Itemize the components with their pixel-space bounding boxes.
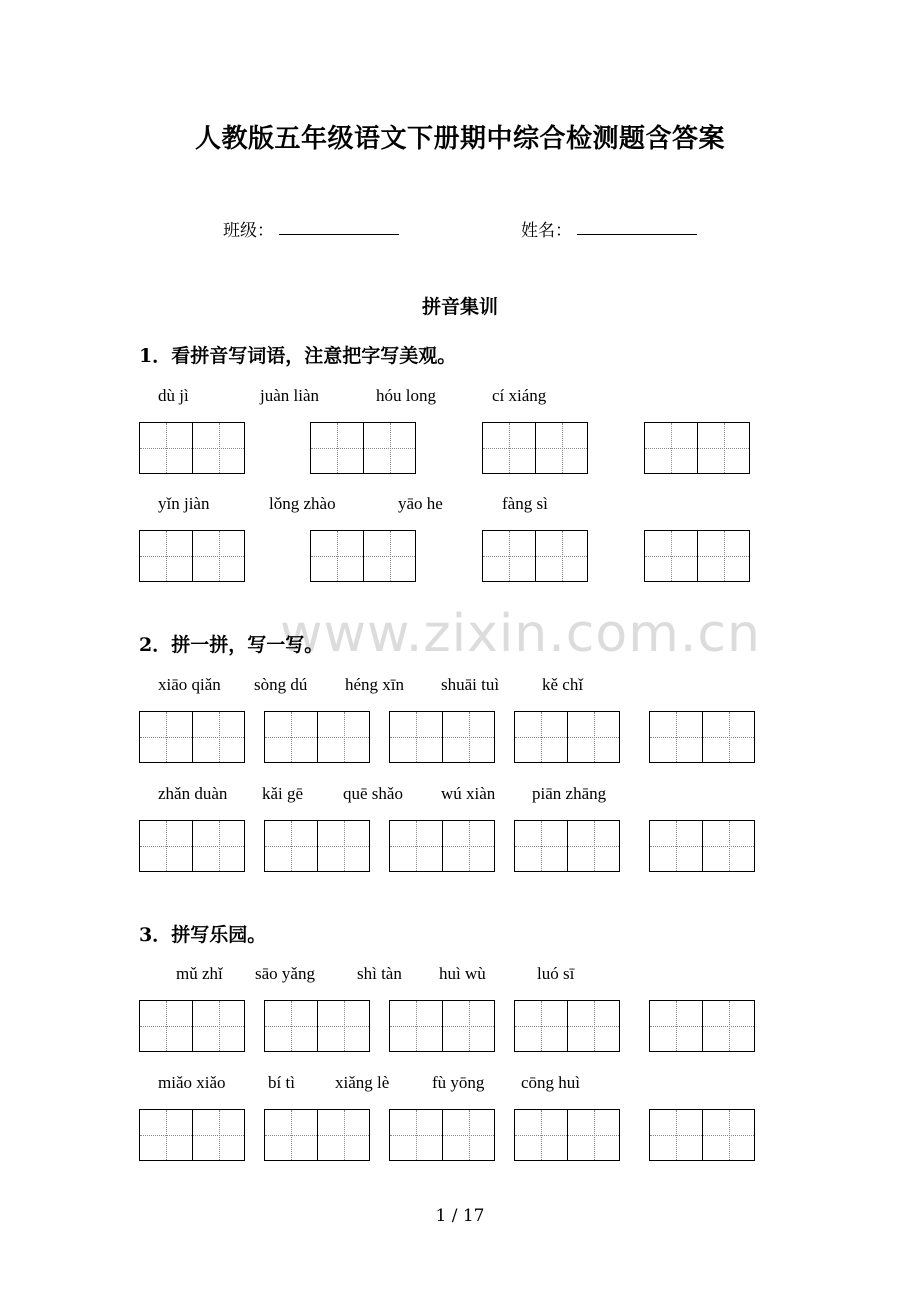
pinyin-label: juàn liàn [260,386,320,405]
writing-grid[interactable] [649,1109,755,1161]
page-number: 1 / 17 [435,1206,485,1226]
writing-grid[interactable] [644,422,750,474]
writing-grid[interactable] [514,1109,620,1161]
pinyin-label: hóu long [376,386,436,405]
pinyin-label: piān zhāng [532,784,607,803]
pinyin-label: xiǎng lè [335,1073,390,1092]
pinyin-label: xiāo qiǎn [158,675,221,694]
watermark: www.zixin.com.cn [280,604,761,664]
pinyin-label: yāo he [398,494,443,513]
class-label: 班级： [223,221,274,241]
writing-grid[interactable] [389,1000,495,1052]
writing-grid[interactable] [514,1000,620,1052]
document-title: 人教版五年级语文下册期中综合检测题含答案 [194,124,725,154]
writing-grid[interactable] [264,820,370,872]
question-3-title: 3．拼写乐园。 [139,924,267,946]
section-title: 拼音集训 [421,296,498,318]
writing-grid[interactable] [482,530,588,582]
writing-grid[interactable] [644,530,750,582]
pinyin-label: fù yōng [432,1073,485,1092]
pinyin-label: mǔ zhǐ [176,964,223,983]
writing-grid[interactable] [264,1000,370,1052]
question-2-title: 2．拼一拼，写一写。 [139,634,324,656]
name-field-line [577,234,697,235]
pinyin-label: yǐn jiàn [158,494,210,513]
writing-grid[interactable] [310,422,416,474]
pinyin-label: huì wù [439,964,486,983]
writing-grid[interactable] [139,1000,245,1052]
pinyin-label: sāo yǎng [255,964,315,983]
writing-grid[interactable] [139,1109,245,1161]
writing-grid[interactable] [649,820,755,872]
pinyin-label: shì tàn [357,964,402,983]
pinyin-label: sòng dú [254,675,308,694]
pinyin-label: wú xiàn [441,784,496,803]
name-label: 姓名： [521,221,572,241]
writing-grid[interactable] [514,711,620,763]
pinyin-label: miǎo xiǎo [158,1073,226,1092]
writing-grid[interactable] [139,422,245,474]
writing-grid[interactable] [310,530,416,582]
pinyin-label: cōng huì [521,1073,581,1092]
writing-grid[interactable] [514,820,620,872]
pinyin-label: bí tì [268,1073,295,1092]
writing-grid[interactable] [649,711,755,763]
writing-grid[interactable] [139,711,245,763]
writing-grid[interactable] [389,1109,495,1161]
writing-grid[interactable] [389,711,495,763]
pinyin-label: kǎi gē [262,784,304,803]
writing-grid[interactable] [264,1109,370,1161]
pinyin-label: lǒng zhào [269,494,336,513]
writing-grid[interactable] [649,1000,755,1052]
writing-grid[interactable] [389,820,495,872]
question-1-title: 1．看拼音写词语，注意把字写美观。 [139,345,457,367]
pinyin-label: shuāi tuì [441,675,500,694]
writing-grid[interactable] [264,711,370,763]
pinyin-label: kě chǐ [542,675,584,694]
writing-grid[interactable] [139,530,245,582]
pinyin-label: fàng sì [502,494,548,513]
writing-grid[interactable] [139,820,245,872]
pinyin-label: luó sī [537,964,575,983]
pinyin-label: héng xīn [345,675,405,694]
pinyin-label: zhǎn duàn [158,784,228,803]
pinyin-label: cí xiáng [492,386,547,405]
writing-grid[interactable] [482,422,588,474]
pinyin-label: dù jì [158,386,189,405]
pinyin-label: quē shǎo [343,784,403,803]
class-field-line [279,234,399,235]
